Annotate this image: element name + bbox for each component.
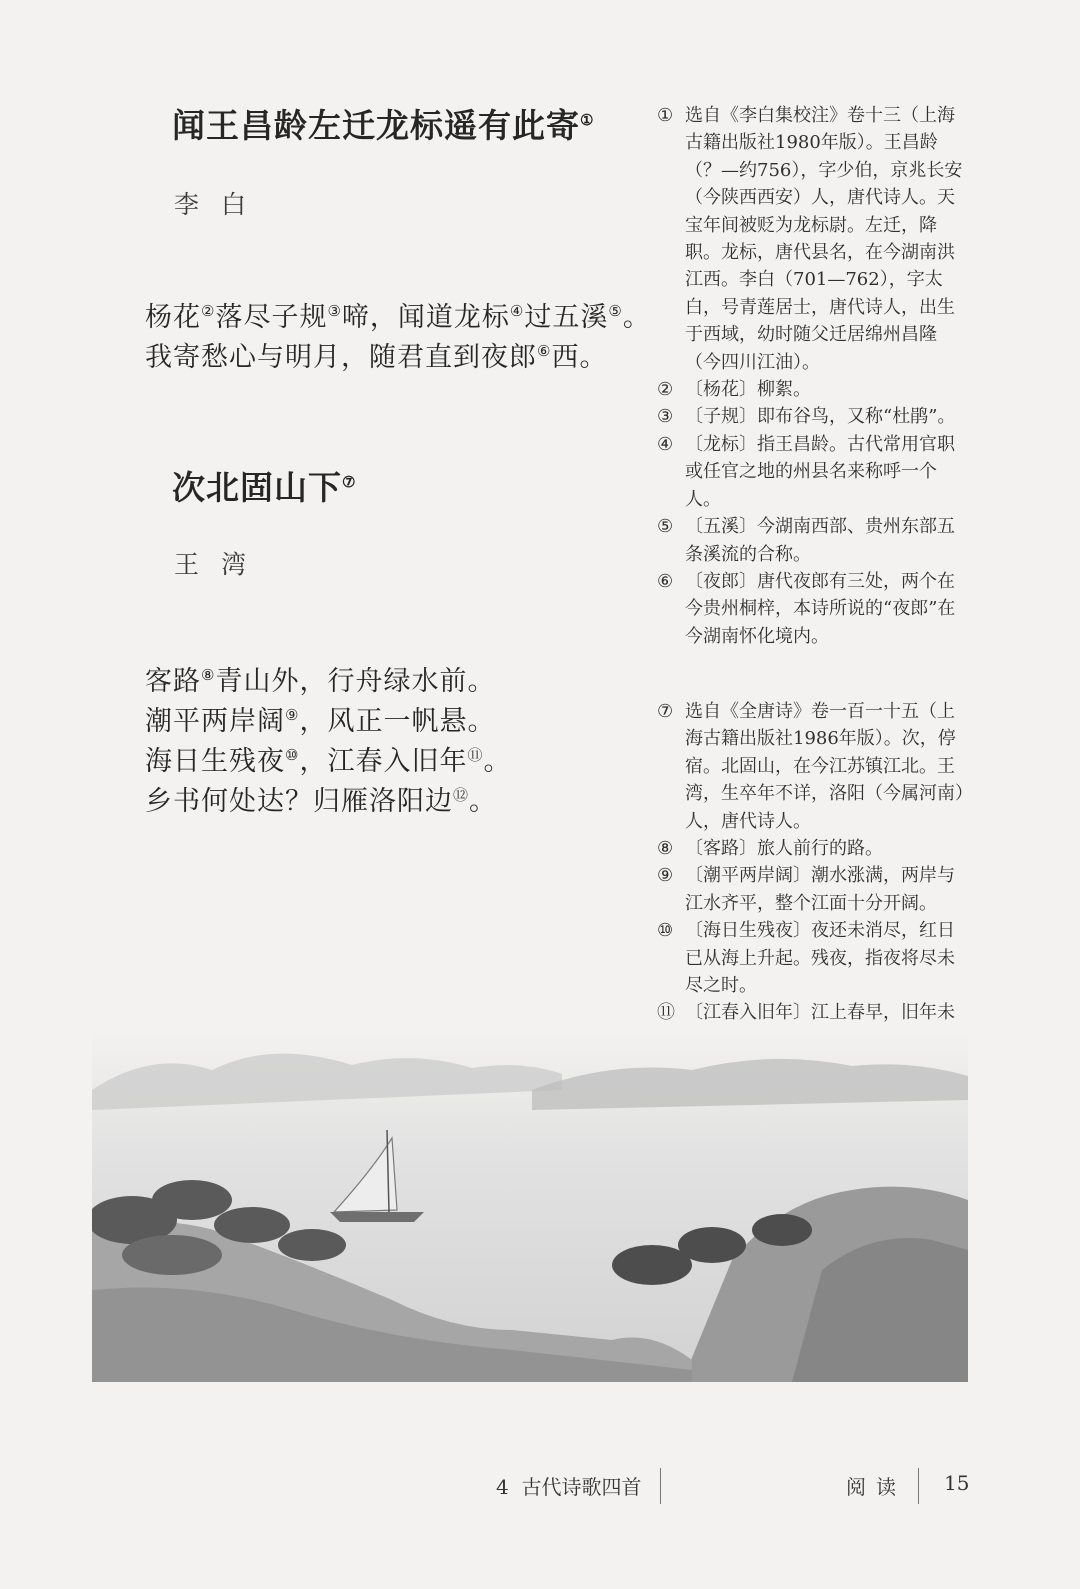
poem-text: 潮平两岸阔 [145,706,285,737]
poem-line [145,742,511,782]
footnote-number: ④ [657,433,674,455]
footnote-mark: ⑩ [285,746,300,764]
footnote-number: ⑦ [657,701,674,722]
footer-page-number: 15 [944,1471,970,1495]
poem-text: 西。 [551,342,608,373]
poem2-title: 次北固山下⑦ [172,468,357,507]
footer-separator-1 [660,1468,661,1504]
poem-line [145,782,511,822]
poem-line [145,338,651,378]
poem2-title-footnote-mark: ⑦ [342,473,357,491]
footnote [657,568,969,650]
footnote-text: 选自《全唐诗》卷一百一十五（上海古籍出版社1986年版）。次，停宿。北固山，在今江苏镇江北。王湾，生卒年不详，洛阳（今属河南）人，唐代诗人。 [685,701,964,832]
poem-line [145,662,511,702]
poem-text: 落尽子规 [215,302,328,333]
footnote-number: ⑥ [657,570,674,592]
footnote-text: 〔客路〕旅人前行的路。 [685,838,883,860]
footnote-mark: ③ [327,302,342,320]
poem-text: ，风正一帆悬。 [299,706,496,737]
footnote-text: 〔海日生残夜〕夜还未消尽，红日已从海上升起。残夜，指夜将尽未尽之时。 [685,920,955,997]
landscape-illustration [92,1030,968,1382]
footnote-mark: ② [201,302,216,320]
footnote-number: ⑨ [657,865,674,887]
footnote-number: ⑩ [657,920,674,942]
footnote-mark: ⑥ [537,342,552,360]
poem1-title-footnote-mark: ① [580,111,595,129]
footnote-mark: ⑧ [201,666,216,684]
footnote [657,376,969,403]
poem-text: 海日生残夜 [145,746,285,777]
poem-line [145,702,511,742]
footnote-mark: ⑨ [285,706,300,724]
footnote-text: 〔杨花〕柳絮。 [685,379,811,401]
footnote-number: ③ [657,406,674,428]
poem1-title: 闻王昌龄左迁龙标遥有此寄① [172,106,595,145]
poem-text: 过五溪 [524,302,609,333]
footnote [657,513,969,568]
notes-group-1 [657,102,969,650]
poem1-author: 李白 [174,190,269,219]
footnote [657,102,969,376]
footer-lesson-title: 古代诗歌四首 [521,1475,642,1499]
footnote-text: 〔子规〕即布谷鸟，又称“杜鹃”。 [685,406,956,428]
poem-text: 啼，闻道龙标 [341,302,510,333]
poem-text: 。 [622,302,651,333]
footnote [657,917,969,999]
footnote-text: 〔潮平两岸阔〕潮水涨满，两岸与江水齐平，整个江面十分开阔。 [685,865,955,914]
footnote-number: ⑪ [657,1002,675,1024]
poem2-body [145,662,511,822]
footnote-text: 〔五溪〕今湖南西部、贵州东部五条溪流的合称。 [685,516,955,565]
footnote [657,835,969,862]
footer-lesson-number: 4 [496,1475,509,1499]
footer-section: 阅读 [846,1475,906,1499]
footnote-mark: ⑤ [608,302,623,320]
poem-text: ，江春入旧年 [299,746,468,777]
poem-text: 乡书何处达？归雁洛阳边 [145,786,453,817]
footnote-mark: ④ [509,302,525,320]
poem-text: 客路 [145,666,201,697]
poem-text: 杨花 [145,302,201,333]
footnote [657,431,969,513]
footer-separator-2 [918,1468,919,1504]
footnote-number: ⑤ [657,516,674,538]
footnote-text: 选自《李白集校注》卷十三（上海古籍出版社1980年版）。王昌龄（？—约756），字少伯，京兆长安（今陕西西安）人，唐代诗人。天宝年间被贬为龙标尉。左迁，降职。龙标，唐代县名，在今湖南洪江西。李白（701—762），字太白，号青莲居士，唐代诗人，出生于西域，幼时随父迁居绵州昌隆（今四川江油）。 [685,105,963,373]
footnote-text: 〔江春入旧年〕江上春早，旧年未 [685,1002,955,1024]
footer-lesson [496,1471,641,1500]
footnote [657,698,969,835]
footnote [657,403,969,430]
poem2-author: 王湾 [174,550,269,579]
footnote-text: 〔夜郎〕唐代夜郎有三处，两个在今贵州桐梓，本诗所说的“夜郎”在今湖南怀化境内。 [685,570,956,647]
poem1-body [145,298,651,378]
footnote [657,862,969,917]
footnote-number: ① [657,105,674,126]
poem-text: 我寄愁心与明月，随君直到夜郎 [145,342,537,373]
footnote-number: ② [657,379,674,401]
footnote-mark: ⑫ [453,786,470,804]
poem-text: 青山外，行舟绿水前。 [215,666,496,697]
poem-text: 。 [469,786,498,817]
footnote-mark: ⑪ [467,746,484,764]
footnote-text: 〔龙标〕指王昌龄。古代常用官职或任官之地的州县名来称呼一个人。 [685,433,955,510]
footnote-number: ⑧ [657,838,674,860]
poem-text: 。 [483,746,512,777]
poem-line [145,298,651,338]
